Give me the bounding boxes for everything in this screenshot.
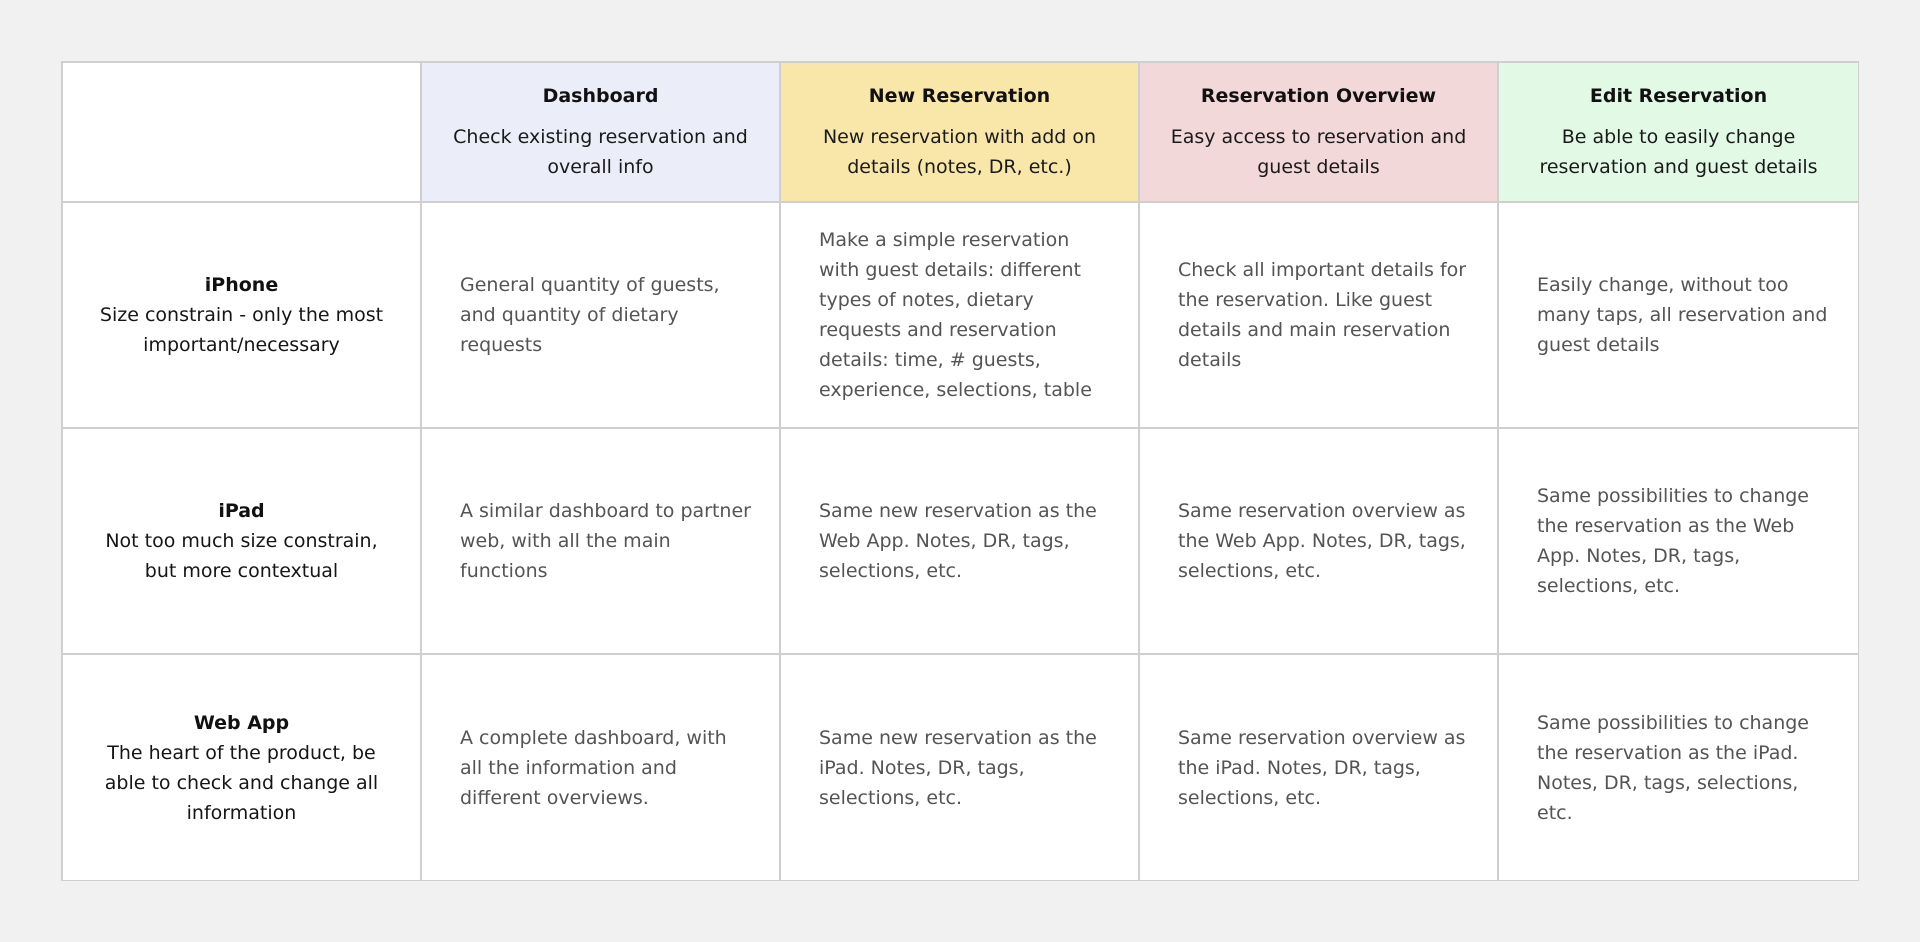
- cell-text: Same new reservation as the iPad. Notes, DR, tags, selections, etc.: [819, 726, 1097, 809]
- iphone-dashboard-cell: [422, 203, 781, 429]
- row-subtitle: The heart of the product, be able to check and change all information: [104, 741, 379, 824]
- web-app-dashboard-cell: [422, 655, 781, 880]
- column-title: Dashboard: [542, 84, 659, 107]
- cell-text: General quantity of guests, and quantity of dietary requests: [460, 274, 720, 356]
- iphone-reservation-overview-cell: [1140, 203, 1499, 429]
- row-subtitle: Size constrain - only the most important/necessary: [99, 304, 384, 356]
- row-title: Web App: [193, 711, 290, 734]
- web-app-reservation-overview-cell: [1140, 655, 1499, 880]
- web-app-new-reservation-cell: [781, 655, 1140, 880]
- dashboard-header: [422, 63, 781, 203]
- empty-corner-cell: [63, 63, 422, 203]
- cell-text: A complete dashboard, with all the information and different overviews.: [460, 726, 727, 809]
- iphone-new-reservation-cell: [781, 203, 1140, 429]
- reservation-overview-header: [1140, 63, 1499, 203]
- ipad-row-label: [63, 429, 422, 655]
- web-app-row-label: [63, 655, 422, 880]
- edit-reservation-header: [1499, 63, 1858, 203]
- cell-text: Same reservation overview as the Web App. Notes, DR, tags, selections, etc.: [1178, 500, 1466, 582]
- cell-text: Easily change, without too many taps, all reservation and guest details: [1537, 274, 1828, 356]
- cell-text: Check all important details for the reservation. Like guest details and main reservation details: [1178, 259, 1467, 371]
- cell-text: Same possibilities to change the reservation as the Web App. Notes, DR, tags, selections, etc.: [1537, 485, 1809, 597]
- column-subtitle: New reservation with add on details (notes, DR, etc.): [822, 125, 1097, 178]
- column-title: New Reservation: [868, 84, 1051, 107]
- column-subtitle: Check existing reservation and overall info: [453, 125, 748, 178]
- row-title: iPad: [218, 500, 265, 522]
- row-title: iPhone: [204, 274, 279, 296]
- ipad-reservation-overview-cell: [1140, 429, 1499, 655]
- cell-text: Make a simple reservation with guest details: different types of notes, dietary requests and reservation details: time, # guests, experience, selections, table: [819, 229, 1092, 401]
- column-subtitle: Easy access to reservation and guest details: [1170, 125, 1467, 178]
- cell-text: Same reservation overview as the iPad. Notes, DR, tags, selections, etc.: [1178, 726, 1466, 809]
- row-subtitle: Not too much size constrain, but more contextual: [105, 530, 378, 582]
- column-subtitle: Be able to easily change reservation and guest details: [1539, 125, 1818, 178]
- ipad-edit-reservation-cell: [1499, 429, 1858, 655]
- iphone-edit-reservation-cell: [1499, 203, 1858, 429]
- device-feature-matrix: [61, 61, 1859, 881]
- new-reservation-header: [781, 63, 1140, 203]
- cell-text: A similar dashboard to partner web, with all the main functions: [460, 500, 751, 582]
- ipad-dashboard-cell: [422, 429, 781, 655]
- cell-text: Same possibilities to change the reservation as the iPad. Notes, DR, tags, selections, etc.: [1537, 711, 1809, 824]
- column-title: Edit Reservation: [1589, 84, 1768, 107]
- web-app-edit-reservation-cell: [1499, 655, 1858, 880]
- iphone-row-label: [63, 203, 422, 429]
- cell-text: Same new reservation as the Web App. Notes, DR, tags, selections, etc.: [819, 500, 1097, 582]
- ipad-new-reservation-cell: [781, 429, 1140, 655]
- column-title: Reservation Overview: [1200, 84, 1437, 107]
